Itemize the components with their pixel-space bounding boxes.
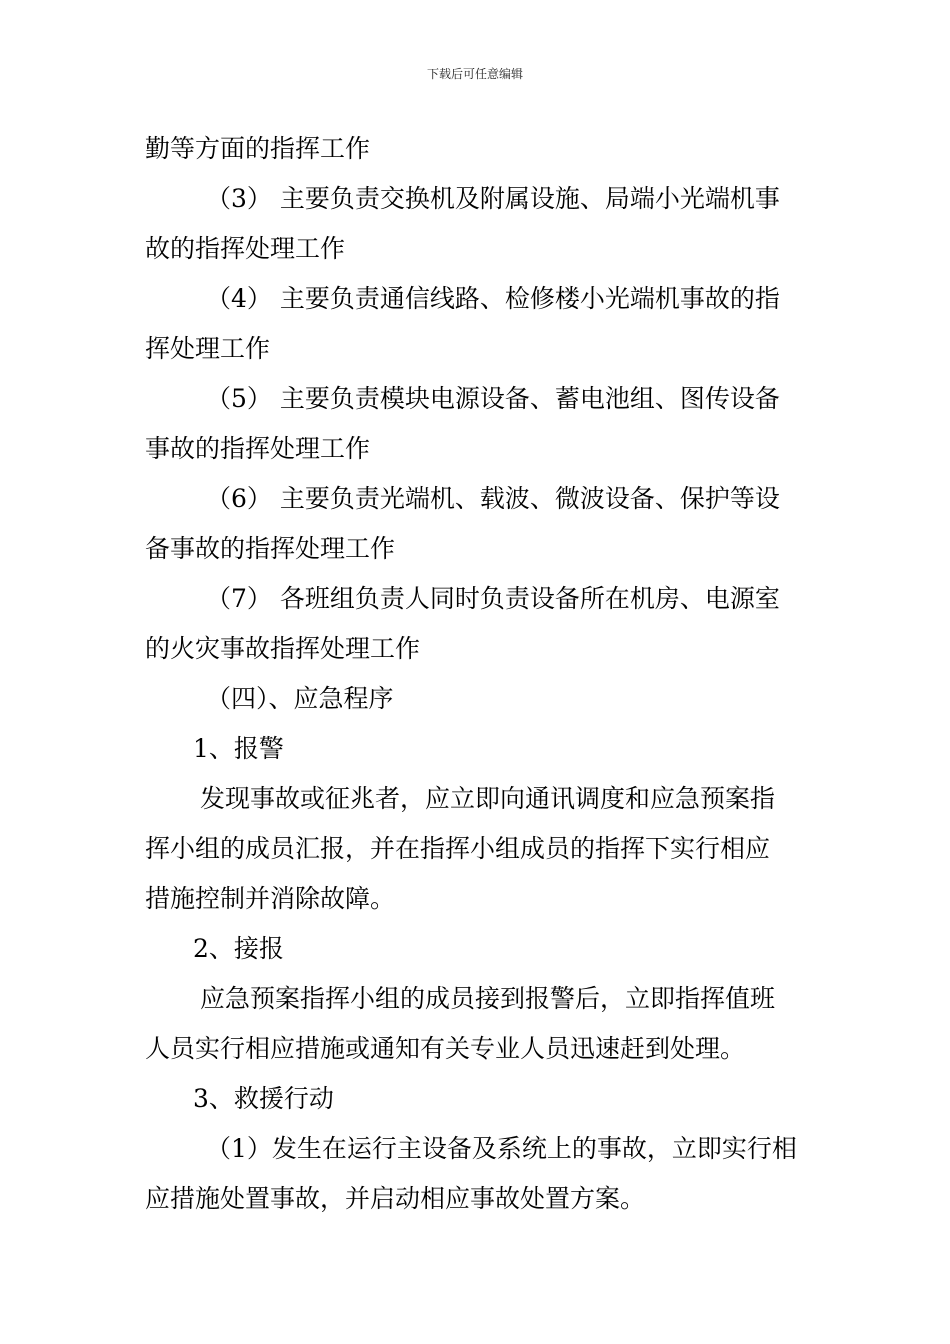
text-line: 发现事故或征兆者，应立即向通讯调度和应急预案指 [200,784,776,813]
text-line: 人员实行相应措施或通知有关专业人员迅速赶到处理。 [145,1034,746,1063]
text-line: （1）发生在运行主设备及系统上的事故，立即实行相 [206,1134,797,1163]
text-line: 勤等方面的指挥工作 [145,134,371,163]
subsection-heading: 2、接报 [193,934,284,963]
subsection-heading: 1、报警 [193,734,284,763]
text-line: 故的指挥处理工作 [145,234,346,263]
text-line: 备事故的指挥处理工作 [145,534,396,563]
section-heading: （四）、应急程序 [206,684,394,713]
text-line: 应措施处置事故，并启动相应事故处置方案。 [145,1184,646,1213]
page-header: 下载后可任意编辑 [426,67,523,81]
text-line: 的火灾事故指挥处理工作 [145,634,421,663]
text-line: 事故的指挥处理工作 [145,434,371,463]
text-line: 挥处理工作 [145,334,271,363]
text-line: 应急预案指挥小组的成员接到报警后，立即指挥值班 [200,984,776,1013]
text-line: （7） 各班组负责人同时负责设备所在机房、电源室 [206,584,780,613]
subsection-heading: 3、救援行动 [193,1084,334,1113]
text-line: 措施控制并消除故障。 [145,884,396,913]
text-line: （6） 主要负责光端机、载波、微波设备、保护等设 [206,484,780,513]
text-line: （4） 主要负责通信线路、检修楼小光端机事故的指 [206,284,780,313]
text-line: （5） 主要负责模块电源设备、蓄电池组、图传设备 [206,384,780,413]
text-line: （3） 主要负责交换机及附属设施、局端小光端机事 [206,184,780,213]
text-line: 挥小组的成员汇报，并在指挥小组成员的指挥下实行相应 [145,834,771,863]
